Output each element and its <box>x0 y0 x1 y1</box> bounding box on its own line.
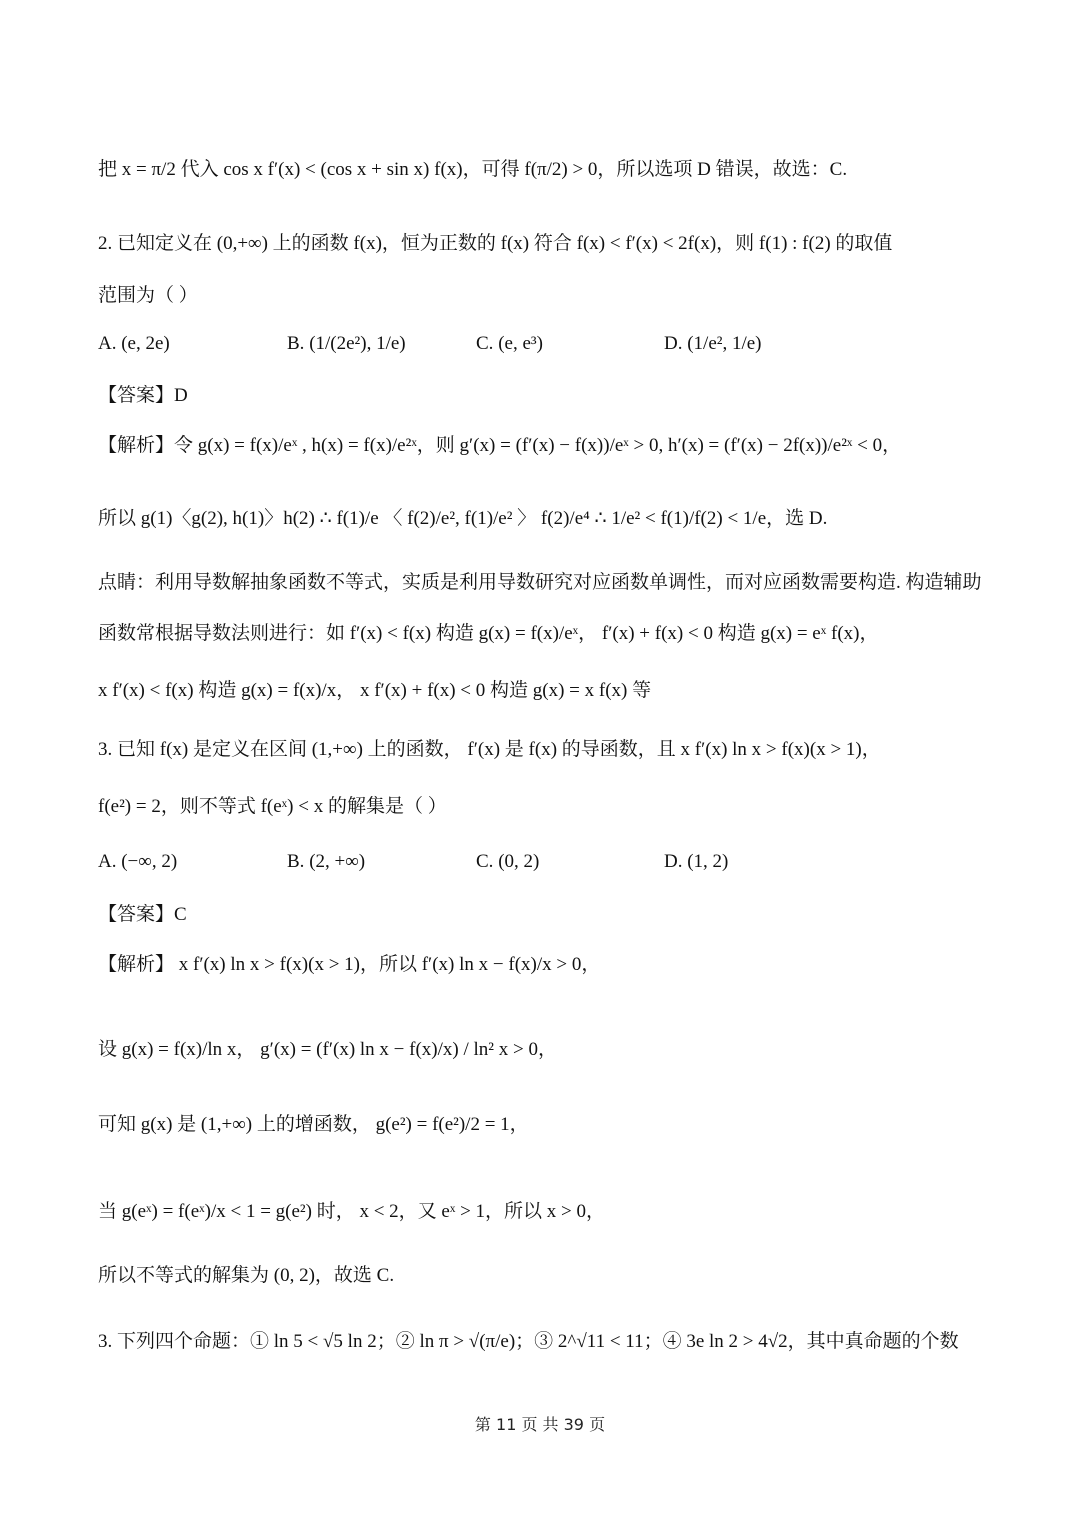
choice-value: (1, 2) <box>687 851 729 872</box>
question-2-stem: 2. 已知定义在 (0,+∞) 上的函数 f(x)，恒为正数的 f(x) 符合 f(x) < f′(x) < 2f(x)，则 f(1) : f(2) 的取值 <box>98 233 893 254</box>
choice-c: C. (0, 2) <box>476 851 540 872</box>
choice-value: (e, 2e) <box>121 333 170 354</box>
choice-value: (1/e², 1/e) <box>687 333 762 354</box>
choice-value: (e, e³) <box>498 333 543 354</box>
analysis-line: 可知 g(x) 是 (1,+∞) 上的增函数， g(e²) = f(e²)/2 = 1， <box>98 1114 529 1135</box>
tip-line: x f′(x) < f(x) 构造 g(x) = f(x)/x， x f′(x) + f(x) < 0 构造 g(x) = x f(x) 等 <box>98 680 652 701</box>
question-2-stem-cont: 范围为（ ） <box>98 285 198 306</box>
analysis-line: 【解析】 x f′(x) ln x > f(x)(x > 1)，所以 f′(x) ln x − f(x)/x > 0， <box>98 954 601 975</box>
analysis-line: 【解析】令 g(x) = f(x)/eˣ , h(x) = f(x)/e²ˣ，则 g′(x) = (f′(x) − f(x))/eˣ > 0, h′(x) = (f′(x) − 2f(x))/e²ˣ < 0， <box>98 435 902 456</box>
analysis-line: 当 g(eˣ) = f(eˣ)/x < 1 = g(e²) 时， x < 2，又 eˣ > 1，所以 x > 0， <box>98 1201 606 1222</box>
choice-value: (2, +∞) <box>309 851 366 872</box>
page-footer: 第 11 页 共 39 页 <box>474 1415 606 1434</box>
analysis-line: 设 g(x) = f(x)/ln x， g′(x) = (f′(x) ln x − f(x)/x) / ln² x > 0， <box>98 1039 557 1060</box>
choice-b: B. (2, +∞) <box>287 851 366 872</box>
choice-value: (0, 2) <box>498 851 540 872</box>
choice-value: (1/(2e²), 1/e) <box>309 333 406 354</box>
analysis-line: 所以不等式的解集为 (0, 2)，故选 C. <box>98 1265 395 1286</box>
question-3-stem: 3. 已知 f(x) 是定义在区间 (1,+∞) 上的函数， f′(x) 是 f(x) 的导函数，且 x f′(x) ln x > f(x)(x > 1)， <box>98 739 881 760</box>
text-line: 把 x = π/2 代入 cos x f′(x) < (cos x + sin x) f(x)，可得 f(π/2) > 0，所以选项 D 错误，故选：C. <box>98 159 848 180</box>
choice-b: B. (1/(2e²), 1/e) <box>287 333 406 354</box>
choice-d: D. (1, 2) <box>664 851 729 872</box>
choice-d: D. (1/e², 1/e) <box>664 333 762 354</box>
answer-line: 【答案】C <box>98 904 187 925</box>
analysis-line: 所以 g(1)〈g(2), h(1)〉h(2) ∴ f(1)/e 〈 f(2)/e², f(1)/e² 〉 f(2)/e⁴ ∴ 1/e² < f(1)/f(2) < 1/e，选 D. <box>98 508 828 529</box>
question-4-stem: 3. 下列四个命题：① ln 5 < √5 ln 2；② ln π > √(π/e)；③ 2^√11 < 11；④ 3e ln 2 > 4√2，其中真命题的个数 <box>98 1331 959 1352</box>
answer-line: 【答案】D <box>98 385 188 406</box>
tip-line: 点睛：利用导数解抽象函数不等式，实质是利用导数研究对应函数单调性，而对应函数需要构造. 构造辅助 <box>98 572 982 593</box>
tip-line: 函数常根据导数法则进行：如 f′(x) < f(x) 构造 g(x) = f(x)/eˣ， f′(x) + f(x) < 0 构造 g(x) = eˣ f(x)， <box>98 623 879 644</box>
choice-a: A. (e, 2e) <box>98 333 170 354</box>
question-3-stem-cont: f(e²) = 2，则不等式 f(eˣ) < x 的解集是（ ） <box>98 796 447 817</box>
choice-a: A. (−∞, 2) <box>98 851 178 872</box>
choice-c: C. (e, e³) <box>476 333 543 354</box>
choice-value: (−∞, 2) <box>121 851 178 872</box>
